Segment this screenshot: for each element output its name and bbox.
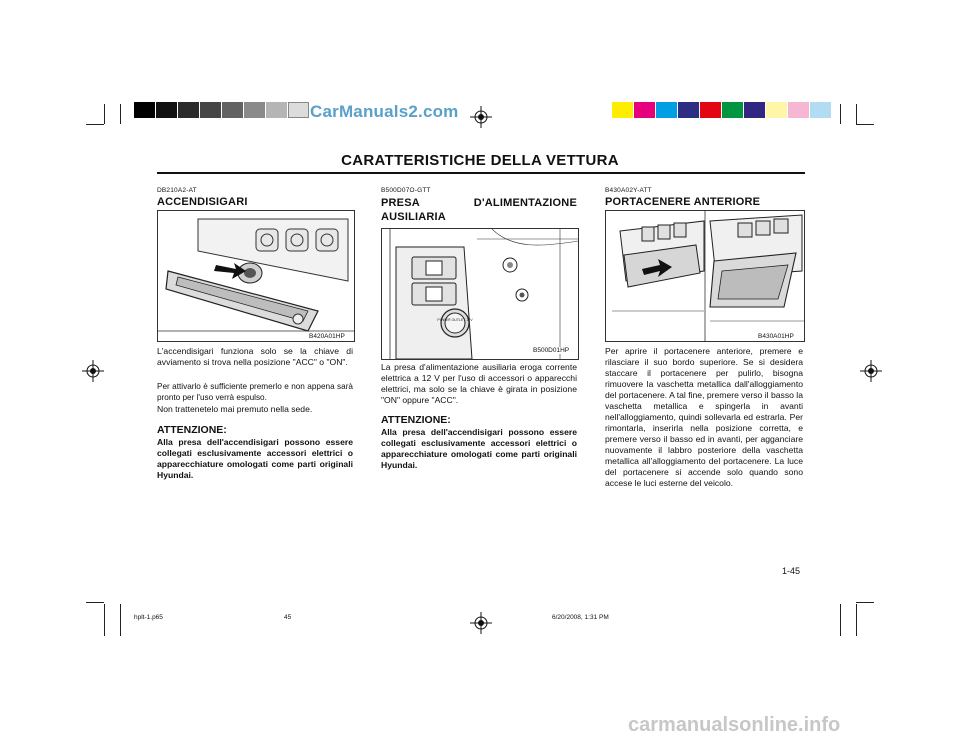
warning-text: Alla presa dell'accendisigari possono essere collegati esclusivamente accessori elettrici o apparecchiature omologati come parti originali Hyundai. xyxy=(157,437,353,480)
watermark-bottom[interactable]: carmanualsonline.info xyxy=(628,714,841,736)
color-swatch-pink xyxy=(788,102,809,118)
color-swatch-red xyxy=(700,102,721,118)
color-swatch-light-yellow xyxy=(766,102,787,118)
section-title: PORTACENERE ANTERIORE xyxy=(605,196,761,208)
registration-mark-icon xyxy=(470,106,492,128)
cigarette-lighter-illustration xyxy=(158,211,354,341)
figure-front-ashtray xyxy=(605,210,805,342)
footer-file: hplt-1.p65 xyxy=(134,614,163,621)
color-swatch-blue xyxy=(678,102,699,118)
figure-label: B420A01HP xyxy=(309,333,345,340)
page-title: CARATTERISTICHE DELLA VETTURA xyxy=(341,152,619,169)
warning-text: Alla presa dell'accendisigari possono essere collegati esclusivamente accessori elettrici o apparecchiature omologati come parti originali Hyundai. xyxy=(381,427,577,470)
paragraph: Non trattenetelo mai premuto nella sede. xyxy=(157,404,313,414)
color-swatch-magenta xyxy=(634,102,655,118)
warning-title: ATTENZIONE: xyxy=(381,414,451,426)
color-swatch-dark-blue xyxy=(744,102,765,118)
header-rule xyxy=(157,172,805,174)
color-swatch-cyan xyxy=(656,102,677,118)
watermark-top[interactable]: CarManuals2.com xyxy=(310,102,459,121)
paragraph: Per aprire il portacenere anteriore, premere e rilasciare il suo bordo superiore. Se si desidera staccare il portacenere per pulirlo, bisogna rimuovere la vaschetta metallica dall'alloggiamento del portacenere. A tal fine, premere verso il basso la vaschetta metallica e spingerla in avanti nell'alloggiamento, quindi sollevarla ed estrarla. Per rimontarla, inserirla nella posizione corretta, e premere verso il basso ed in avanti, per agganciare nuovamente il labbro posteriore della vaschetta metallica all'alloggiamento del portacenere. La luce del portacenere si accende solo quando sono accese le luci esterne del veicolo. xyxy=(605,346,803,488)
section-title: PRESA D'ALIMENTAZIONE AUSILIARIA xyxy=(381,197,577,223)
front-ashtray-illustration xyxy=(606,211,804,341)
color-swatch-green xyxy=(722,102,743,118)
color-swatch-light-cyan xyxy=(810,102,831,118)
socket-label: POWER OUTLET 12V xyxy=(437,318,473,322)
figure-power-outlet xyxy=(381,228,579,360)
figure-label: B430A01HP xyxy=(758,333,794,340)
paragraph: Per attivarlo è sufficiente premerlo e non appena sarà pronto per l'uso verrà espulso. xyxy=(157,382,353,402)
footer-page: 45 xyxy=(284,614,292,621)
registration-mark-icon xyxy=(470,612,492,634)
color-swatch-yellow xyxy=(612,102,633,118)
figure-label: B500D01HP xyxy=(533,347,570,354)
warning-title: ATTENZIONE: xyxy=(157,424,227,436)
section-code: B430A02Y-ATT xyxy=(605,187,652,194)
footer-date: 6/20/2008, 1:31 PM xyxy=(552,614,609,621)
section-code: DB210A2-AT xyxy=(157,187,197,194)
power-outlet-illustration xyxy=(382,229,578,359)
paragraph: L'accendisigari funziona solo se la chiave di avviamento si trova nella posizione "ACC" o "ON". xyxy=(157,346,353,367)
section-code: B500D07O-GTT xyxy=(381,187,431,194)
page-number: 1-45 xyxy=(782,566,801,576)
section-title: ACCENDISIGARI xyxy=(157,196,248,208)
figure-cigarette-lighter xyxy=(157,210,355,342)
registration-mark-icon xyxy=(82,360,104,382)
paragraph: La presa d'alimentazione ausiliaria eroga corrente elettrica a 12 V per l'uso di accessori o apparecchi elettrici, ma solo se la chiave è girata in posizione "ON" oppure "ACC". xyxy=(381,362,577,405)
registration-mark-icon xyxy=(860,360,882,382)
